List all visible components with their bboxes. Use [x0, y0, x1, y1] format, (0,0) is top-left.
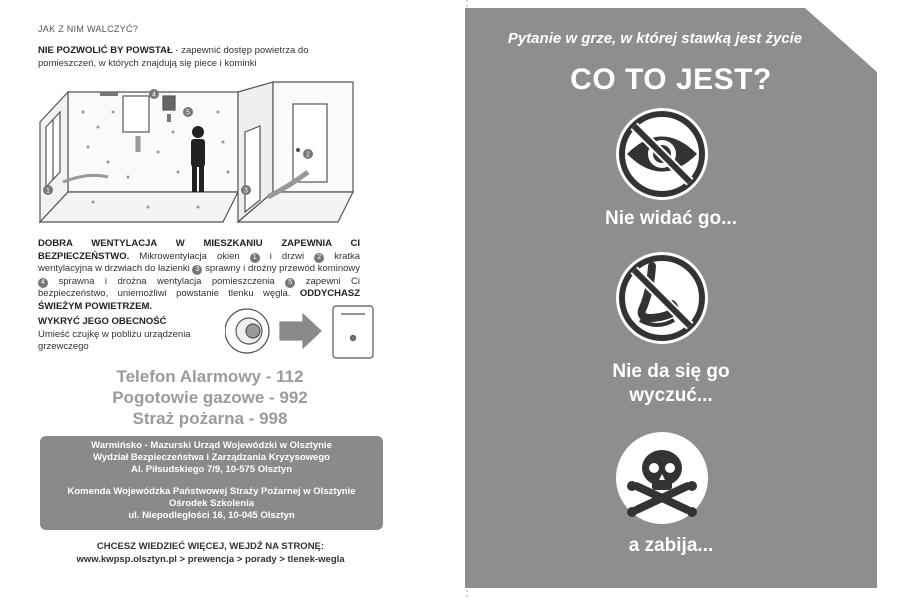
organizations-box: Warmińsko - Mazurski Urząd Wojewódzki w Olsztynie Wydział Bezpieczeństwa i Zarządzania Kryzysowego Al. Piłsudskiego 7/9, 10-575 Olsztyn Komenda Wojewódzka Państwowej Straży Pożarnej w Olsztynie Ośrodek Szkolenia ul. Niepodległości 16, 10-045 Olsztyn [40, 436, 383, 530]
ventilation-paragraph: DOBRA WENTYLACJA W MIESZKANIU ZAPEWNIA CI BEZPIECZEŃSTWO. Mikrowentylacja okien 1 i drzwi 2 kratka wentylacyjna w drzwiach do łazienki 3 sprawny i drożny przewód kominowy 4 sprawna i drożna wentylacja pomieszczenia 5 zapewni Ci bezpieczeństwo, uniemożliwi powstanie tlenku węgla. ODDYCHASZ ŚWIEŻYM POWIETRZEM. [38, 238, 361, 312]
arrow-right-icon [280, 314, 321, 348]
skull-icon [612, 428, 712, 528]
ventilation-heading: DOBRA WENTYLACJA W MIESZKANIU ZAPEWNIA CI BEZPIECZEŃSTWO. [38, 238, 360, 262]
tagline: Pytanie w grze, w której stawką jest życie [507, 30, 803, 47]
marker-3: 3 [244, 187, 248, 195]
intro-paragraph [38, 44, 328, 70]
emergency-phones [60, 366, 360, 429]
phone-alarm: Telefon Alarmowy - 112 [116, 367, 304, 386]
section-title: JAK Z NIM WALCZYĆ? [38, 24, 139, 34]
co-detector-illustration [225, 300, 385, 362]
eye-prohibited-icon [612, 104, 712, 204]
nose-prohibited-icon [612, 248, 712, 348]
room-ventilation-illustration [38, 72, 358, 232]
caption-odorless: Nie da się go wyczuć... [612, 361, 730, 406]
marker-5: 5 [186, 109, 190, 117]
intro-text: - zapewnić dostęp powietrza do pomieszczeń, w których znajdują się piece i kominki [38, 45, 309, 69]
detector-paragraph [38, 316, 218, 354]
detect-text: Umieść czujkę w pobliżu urządzenia grzewczego [38, 328, 191, 353]
headline: CO TO JEST? [570, 63, 772, 96]
more-info [38, 540, 383, 566]
marker-1: 1 [46, 187, 50, 195]
intro-bold: NIE POZWOLIĆ BY POWSTAŁ [38, 45, 173, 56]
more-url[interactable]: www.kwpsp.olsztyn.pl > prewencja > porady > tlenek-wegla [76, 554, 345, 565]
caption-kills: a zabija... [628, 535, 714, 556]
detect-title: WYKRYĆ JEGO OBECNOŚĆ [38, 316, 167, 327]
marker-2: 2 [306, 151, 310, 159]
right-panel [465, 8, 877, 588]
phone-fire: Straż pożarna - 998 [132, 409, 288, 428]
caption-invisible: Nie widać go... [605, 208, 737, 229]
ventilation-end: ODDYCHASZ ŚWIEŻYM POWIETRZEM. [38, 288, 361, 312]
more-title: CHCESZ WIEDZIEĆ WIĘCEJ, WEJDŹ NA STRONĘ: [96, 541, 325, 552]
phone-gas: Pogotowie gazowe - 992 [112, 388, 308, 407]
marker-4: 4 [152, 91, 156, 99]
